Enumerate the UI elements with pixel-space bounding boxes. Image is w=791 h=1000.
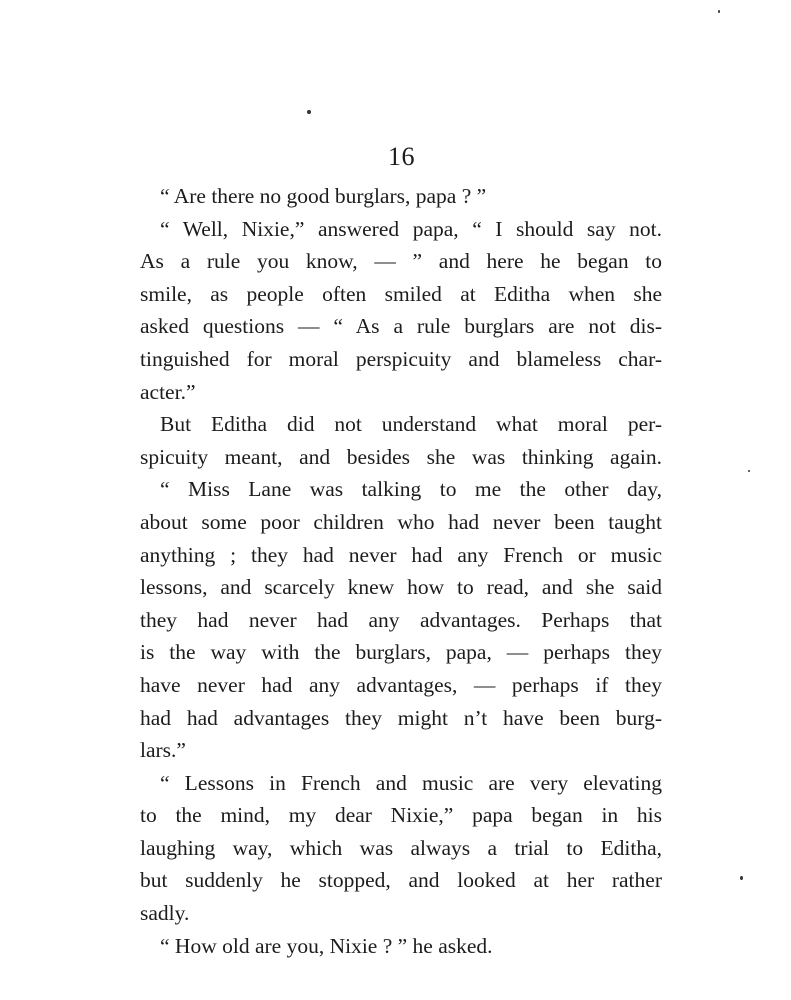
text-line: have never had any advantages, — perhaps if they: [140, 672, 662, 697]
text-line: “ How old are you, Nixie ? ” he asked.: [160, 933, 493, 958]
text-line: spicuity meant, and besides she was thinking again.: [140, 444, 662, 469]
text-line: But Editha did not understand what moral per-: [160, 412, 662, 437]
text-line: smile, as people often smiled at Editha when she: [140, 281, 662, 306]
scan-speck: [307, 110, 311, 114]
text-line: As a rule you know, — ” and here he began to: [140, 249, 662, 274]
text-line: laughing way, which was always a trial to Editha,: [140, 835, 662, 860]
text-line: they had never had any advantages. Perhaps that: [140, 607, 662, 632]
body-text: [140, 180, 662, 962]
text-line: lars.”: [140, 738, 186, 763]
scan-speck: [748, 470, 750, 472]
text-line: “ Are there no good burglars, papa ? ”: [160, 184, 487, 208]
text-line: “ Well, Nixie,” answered papa, “ I should say not.: [160, 216, 662, 241]
text-line: lessons, and scarcely knew how to read, and she said: [140, 575, 662, 600]
text-line: but suddenly he stopped, and looked at her rather: [140, 868, 662, 893]
text-line: acter.”: [140, 379, 196, 404]
text-line: anything ; they had never had any French or music: [140, 542, 662, 567]
page-number: 16: [388, 142, 415, 171]
text-line: sadly.: [140, 901, 190, 926]
text-line: asked questions — “ As a rule burglars are not dis-: [140, 314, 662, 339]
text-line: “ Miss Lane was talking to me the other day,: [160, 477, 662, 502]
text-line: had had advantages they might n’t have been burg-: [140, 705, 662, 730]
text-line: “ Lessons in French and music are very elevating: [160, 770, 662, 795]
text-line: to the mind, my dear Nixie,” papa began in his: [140, 803, 662, 828]
text-line: is the way with the burglars, papa, — perhaps they: [140, 640, 662, 665]
text-line: tinguished for moral perspicuity and blameless char-: [140, 346, 662, 371]
text-line: about some poor children who had never been taught: [140, 509, 662, 534]
scan-speck: [718, 10, 720, 13]
scan-speck: [740, 876, 743, 880]
